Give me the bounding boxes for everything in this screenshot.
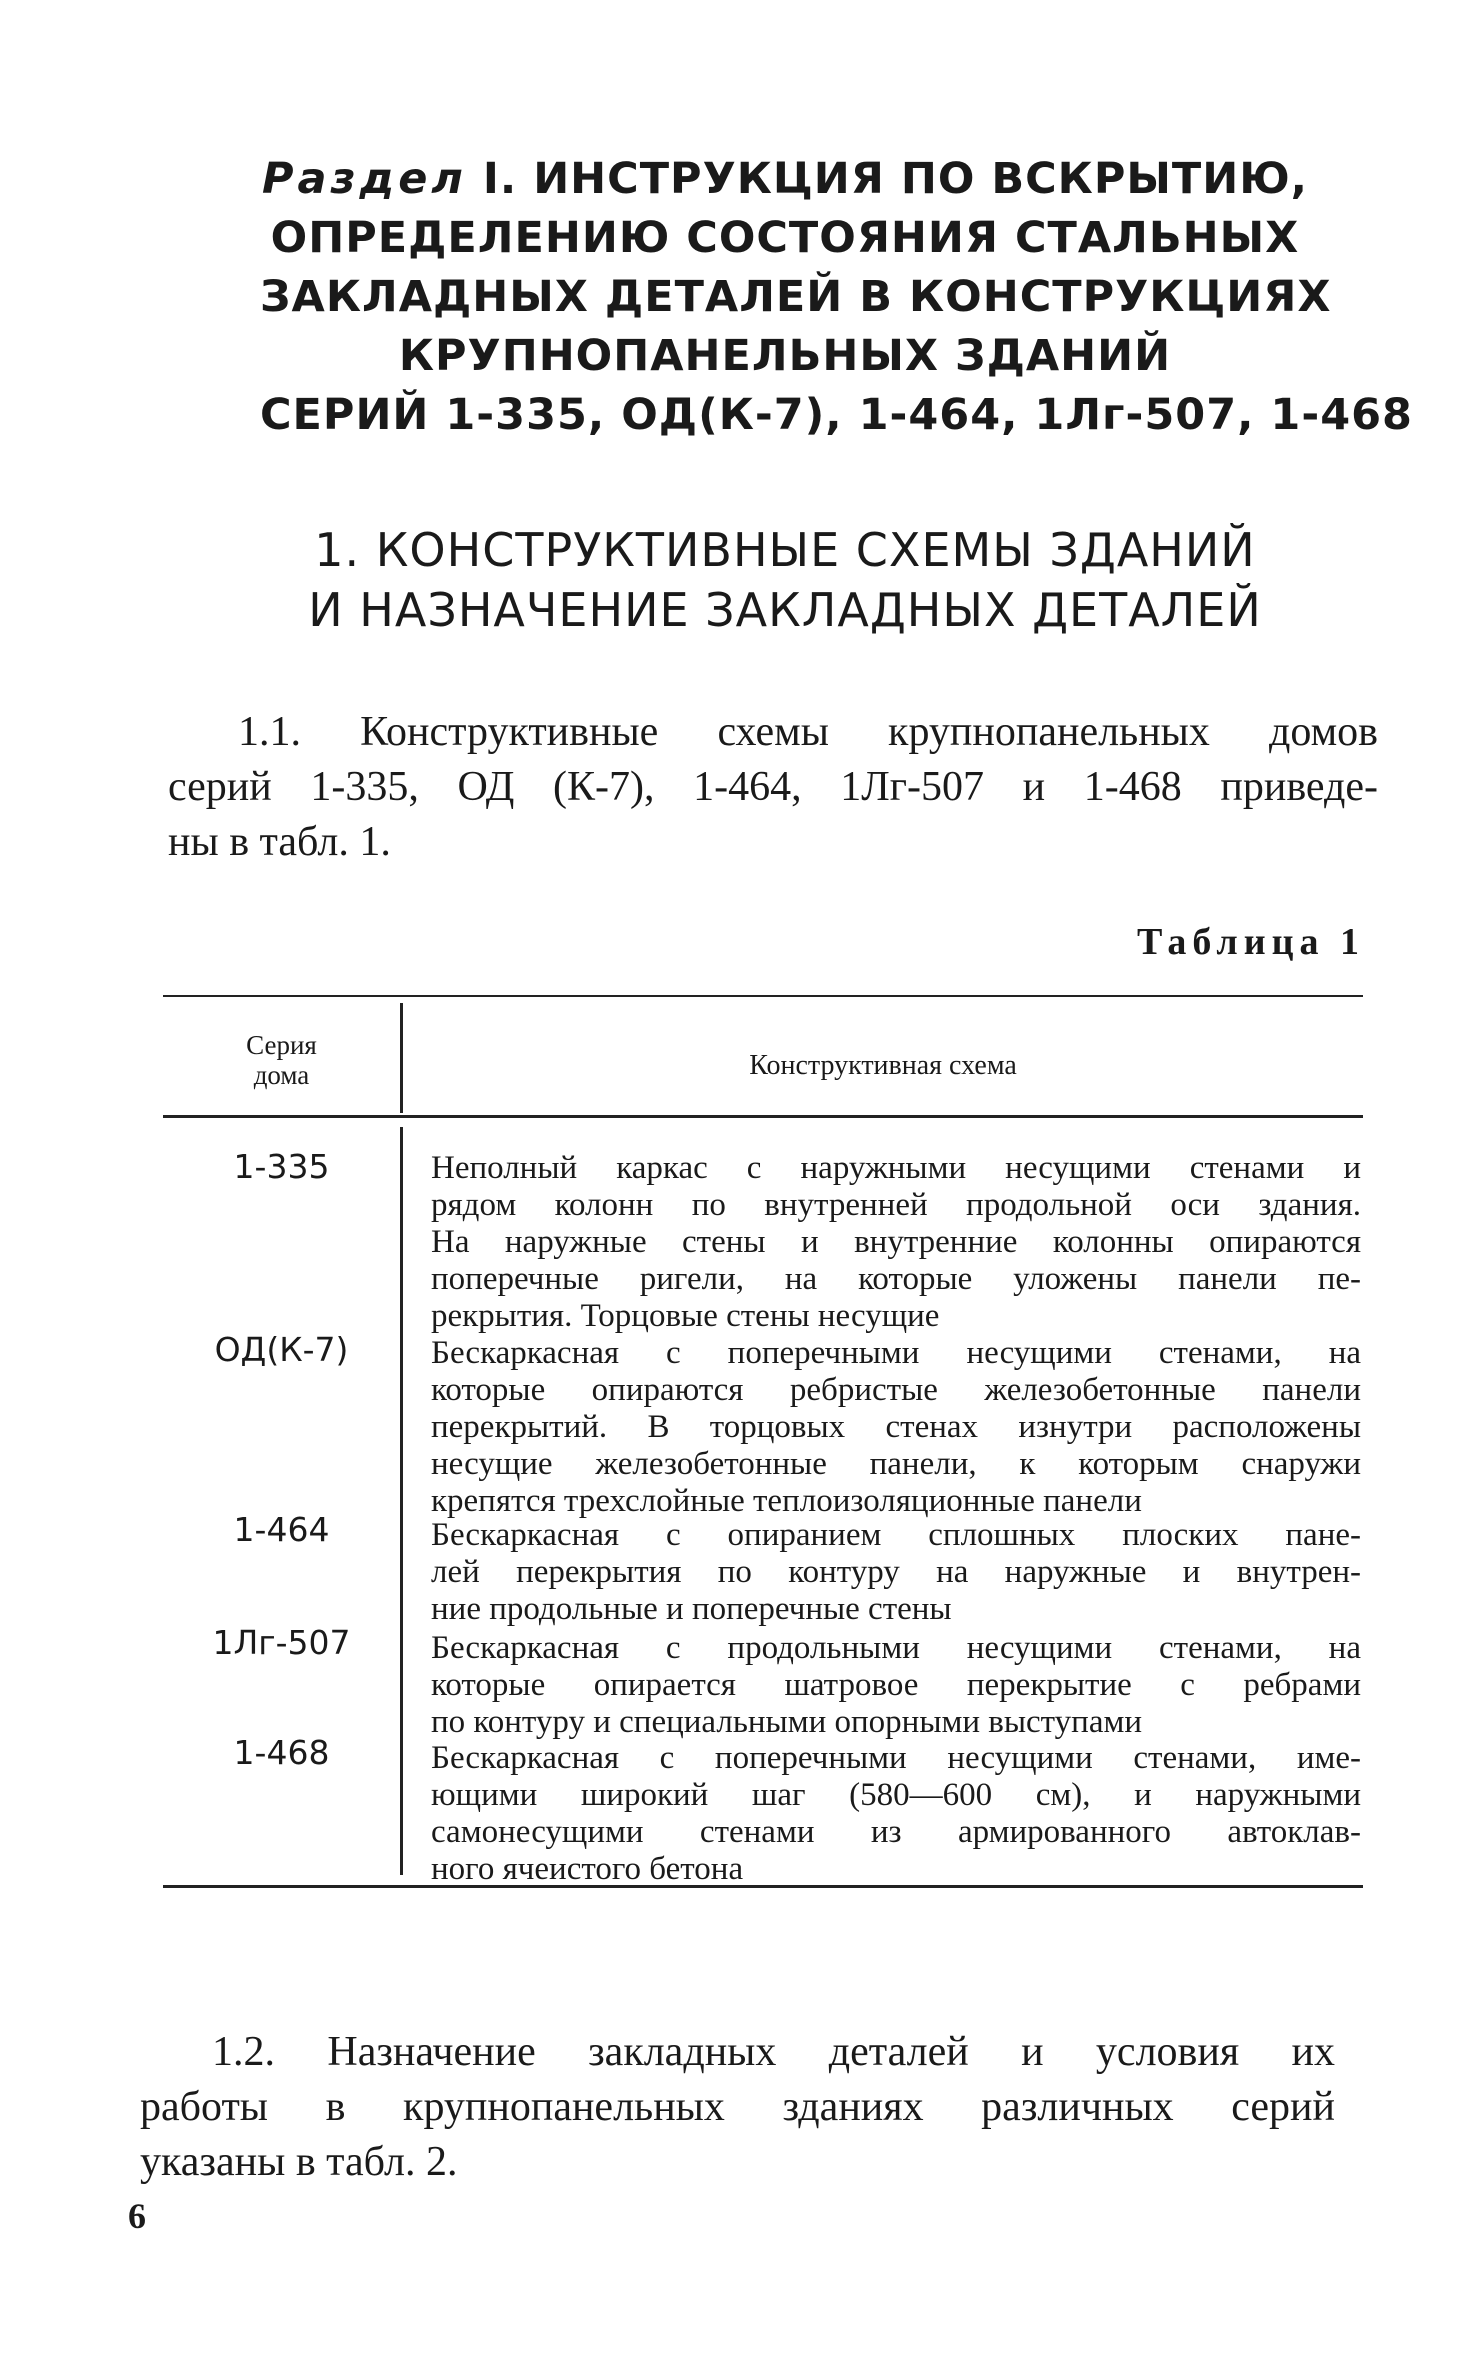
- table-header-rule: [163, 1115, 1363, 1118]
- row-series-od-k7: ОД(К-7): [214, 1330, 349, 1369]
- paragraph-line: работы в крупнопанельных зданиях различных серий: [140, 2084, 1335, 2130]
- row-description: Бескаркасная с поперечными несущими стенами, на которые опираются ребристые железобетонные панели перекрытий. В торцовых стенах изнутри расположены несущие железобетонные панели, к которым снаружи крепятся трехслойные теплоизоляционные панели: [431, 1335, 1361, 1519]
- section-title-line: Раздел I. ИНСТРУКЦИЯ ПО ВСКРЫТИЮ,: [261, 154, 1309, 204]
- section-prefix: Раздел: [261, 154, 467, 204]
- table-top-rule: [163, 995, 1363, 997]
- paragraph-line: ны в табл. 1.: [168, 819, 391, 865]
- section-number: I.: [482, 154, 518, 204]
- paragraph-line: указаны в табл. 2.: [140, 2139, 458, 2185]
- section-title-line: ОПРЕДЕЛЕНИЮ СОСТОЯНИЯ СТАЛЬНЫХ: [270, 213, 1300, 263]
- row-series-1lg-507: 1Лг-507: [212, 1623, 351, 1662]
- paragraph-1-1: [168, 705, 1378, 870]
- paragraph-line: серий 1-335, ОД (К-7), 1-464, 1Лг-507 и 1-468 приведе-: [168, 764, 1378, 810]
- paragraph-line: 1.1. Конструктивные схемы крупнопанельных домов: [238, 709, 1378, 755]
- section-series-line: СЕРИЙ 1-335, ОД(К-7), 1-464, 1Лг-507, 1-468: [260, 390, 1413, 440]
- chapter-title: [260, 520, 1310, 640]
- row-description: Бескаркасная с поперечными несущими стенами, име- ющими широкий шаг (580—600 см), и наружными самонесущими стенами из армированного автоклав- ного ячеистого бетона: [431, 1740, 1361, 1887]
- chapter-title-line: 1. КОНСТРУКТИВНЫЕ СХЕМЫ ЗДАНИЙ: [314, 523, 1256, 577]
- paragraph-1-2: [140, 2025, 1335, 2190]
- row-description: Бескаркасная с опиранием сплошных плоских пане- лей перекрытия по контуру на наружные и внутрен- ние продольные и поперечные стены: [431, 1517, 1361, 1627]
- body-column-divider: [400, 1127, 403, 1875]
- row-series-1-468: 1-468: [233, 1733, 330, 1772]
- paragraph-line: 1.2. Назначение закладных деталей и условия их: [212, 2029, 1335, 2075]
- section-title-line: ЗАКЛАДНЫХ ДЕТАЛЕЙ В КОНСТРУКЦИЯХ: [260, 272, 1332, 322]
- chapter-title-line: И НАЗНАЧЕНИЕ ЗАКЛАДНЫХ ДЕТАЛЕЙ: [308, 583, 1262, 637]
- header-series: Серия дома: [246, 1030, 317, 1090]
- section-title: [260, 150, 1413, 445]
- row-series-1-335: 1-335: [233, 1147, 330, 1186]
- row-series-1-464: 1-464: [233, 1510, 330, 1549]
- page-number: 6: [128, 2196, 146, 2236]
- table-caption: Таблица 1: [1136, 921, 1365, 963]
- header-scheme: Конструктивная схема: [749, 1050, 1017, 1081]
- row-description: Бескаркасная с продольными несущими стенами, на которые опирается шатровое перекрытие с ребрами по контуру и специальными опорными выступами: [431, 1630, 1361, 1740]
- row-description: Неполный каркас с наружными несущими стенами и рядом колонн по внутренней продольной оси здания. На наружные стены и внутренние колонны опираются поперечные ригели, на которые уложены панели пе- рекрытия. Торцовые стены несущие: [431, 1150, 1361, 1334]
- table-bottom-rule: [163, 1885, 1363, 1888]
- section-title-line: КРУПНОПАНЕЛЬНЫХ ЗДАНИЙ: [398, 331, 1172, 381]
